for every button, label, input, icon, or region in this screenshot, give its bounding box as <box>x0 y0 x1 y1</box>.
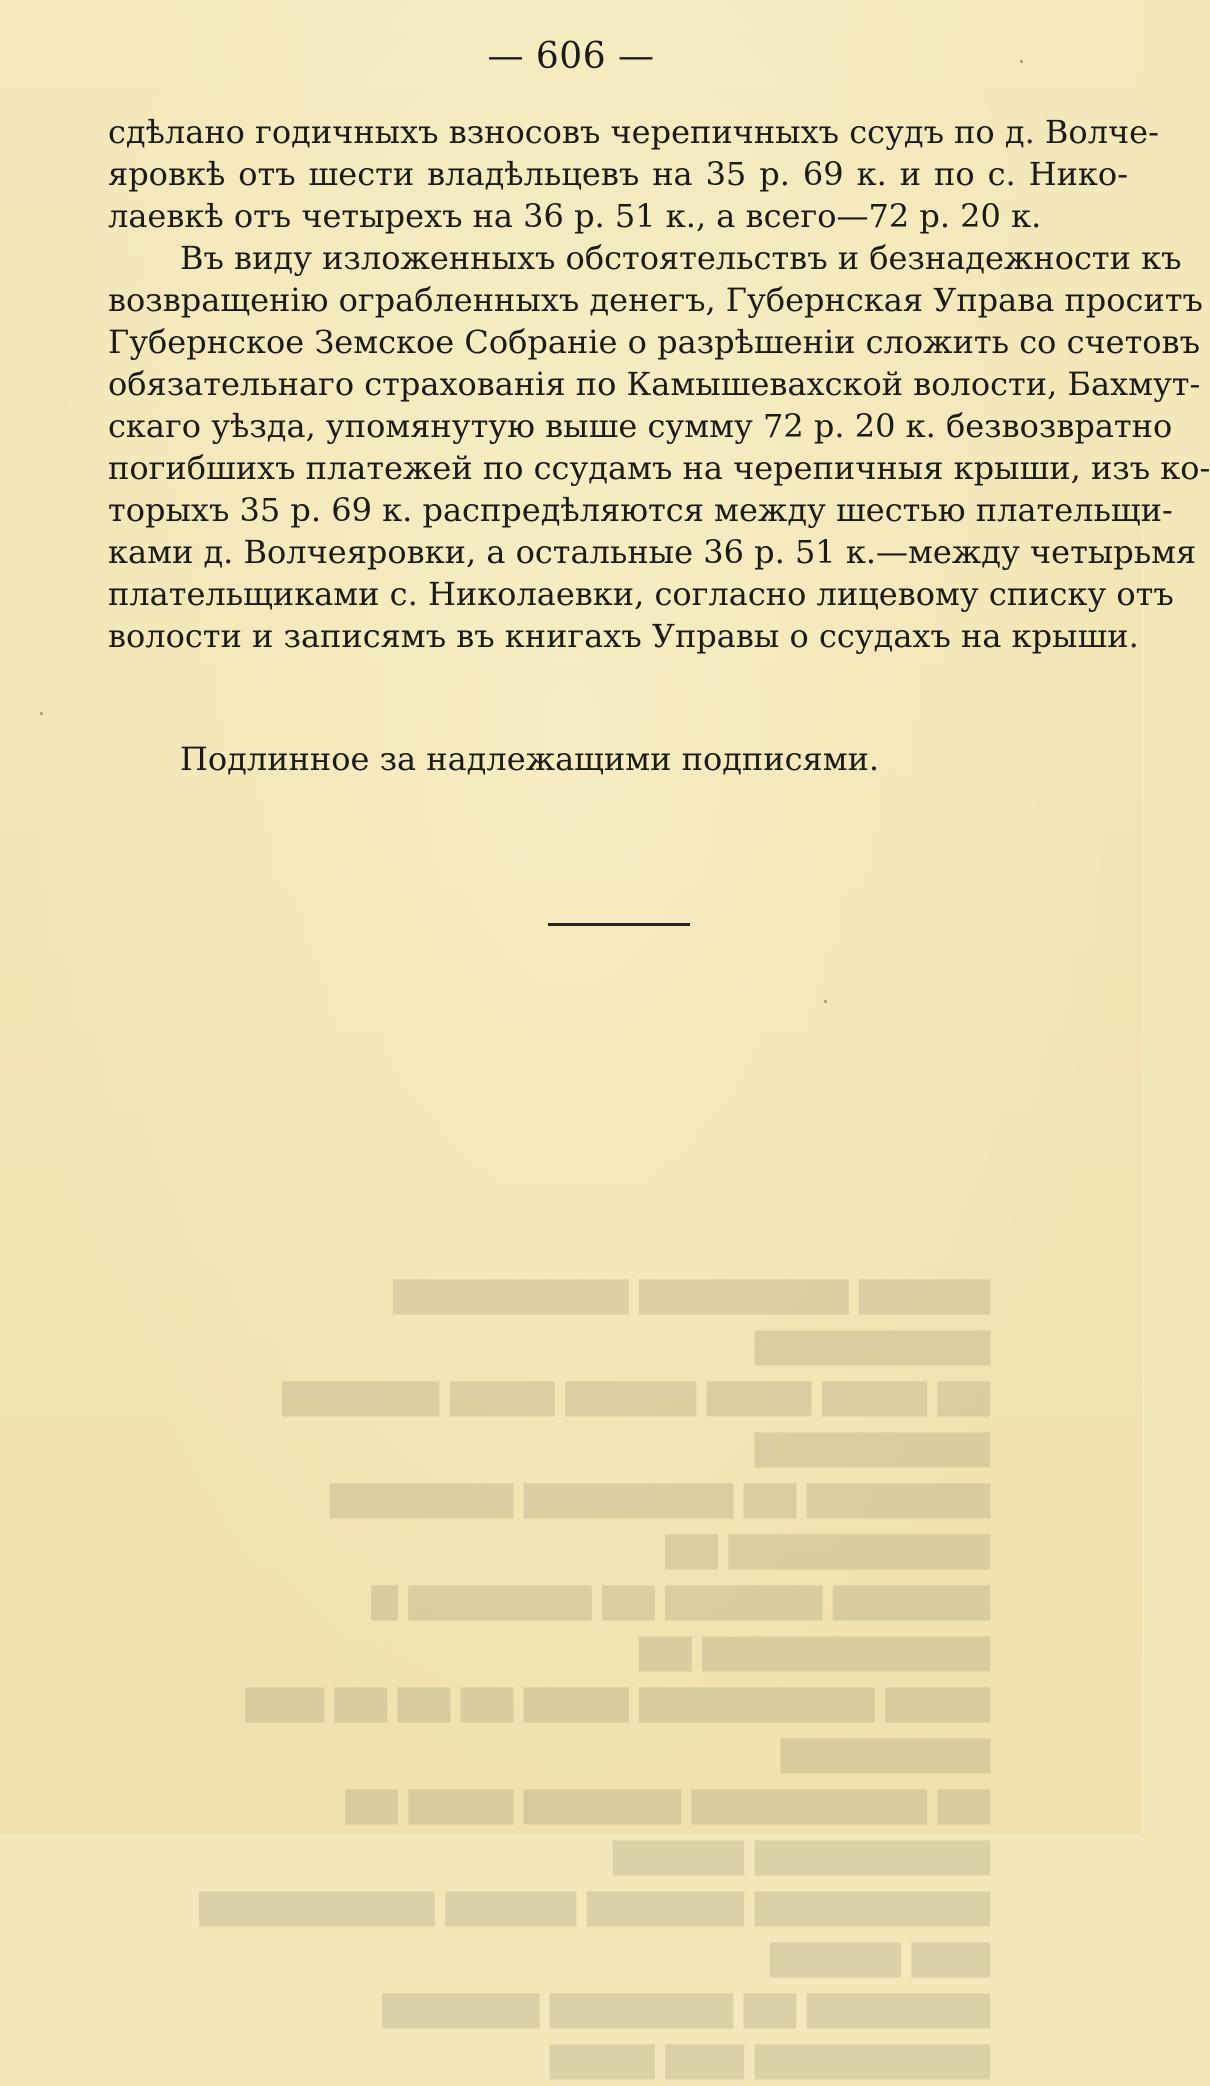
reverse-side-show-through: ▇▇▇▇▇ ▇▇▇▇▇▇▇▇ ▇▇▇▇▇▇▇▇▇ ▇▇▇▇▇▇▇▇▇ ▇▇ ▇▇▇▇ ▇▇▇▇ ▇▇▇▇▇ ▇▇▇▇ ▇▇▇▇▇▇ ▇▇▇▇▇▇▇▇▇ ▇▇▇▇▇▇▇ ▇▇ ▇▇▇▇▇▇▇▇ ▇▇▇▇▇▇▇ ▇▇▇▇▇▇▇▇▇▇ ▇▇ ▇▇▇▇▇▇ ▇▇▇▇▇▇ ▇▇ ▇▇▇▇▇▇▇ ▇ ▇▇▇▇▇▇▇▇▇▇▇ ▇▇ ▇▇▇▇ ▇▇▇▇▇▇▇▇▇ ▇▇▇▇ ▇▇ ▇▇ ▇▇ ▇▇▇ ▇▇▇▇▇▇▇▇ ▇▇ ▇▇▇▇▇▇▇▇▇ ▇▇▇▇▇▇ ▇▇▇▇ ▇▇ ▇▇▇▇▇▇▇▇▇ ▇▇▇▇▇ ▇▇▇▇▇▇▇▇▇ ▇▇▇▇▇▇ ▇▇▇▇▇ ▇▇▇▇▇▇▇▇▇ ▇▇▇ ▇▇▇▇▇ ▇▇▇▇▇▇▇ ▇▇ ▇▇▇▇▇▇▇ ▇▇▇▇▇▇ ▇▇▇▇▇▇▇▇▇ ▇▇▇ ▇▇▇▇ <box>199 1275 990 2080</box>
text-line: ками д. Волчеяровки, а остальные 36 р. 51 к.—между четырьмя <box>108 533 1197 571</box>
text-line: волости и записямъ въ книгахъ Управы о ссудахъ на крыши. <box>108 617 1139 655</box>
text-line: яровкѣ отъ шести владѣльцевъ на 35 р. 69 к. и по с. Нико- <box>108 155 1128 193</box>
paper-speck <box>1020 60 1023 63</box>
text-line: торыхъ 35 р. 69 к. распредѣляются между шестью плательщи- <box>108 491 1173 529</box>
text-line: лаевкѣ отъ четырехъ на 36 р. 51 к., а всего—72 р. 20 к. <box>108 197 1042 235</box>
text-line: скаго уѣзда, упомянутую выше сумму 72 р. 20 к. безвозвратно <box>108 407 1173 445</box>
text-line: Губернское Земское Собраніе о разрѣшеніи сложить со счетовъ <box>108 323 1200 361</box>
text-line: Въ виду изложенныхъ обстоятельствъ и безнадежности къ <box>180 239 1182 277</box>
main-text-block <box>108 111 1210 657</box>
text-line: сдѣлано годичныхъ взносовъ черепичныхъ ссудъ по д. Волче- <box>108 113 1159 151</box>
text-line: погибшихъ платежей по ссудамъ на черепичныя крыши, изъ ко- <box>108 449 1210 487</box>
text-line: плательщиками с. Николаевки, согласно лицевому списку отъ <box>108 575 1174 613</box>
end-rule-divider <box>548 923 690 926</box>
text-line: обязательнаго страхованія по Камышевахской волости, Бахмут- <box>108 365 1201 403</box>
paper-speck <box>40 712 43 715</box>
signature-note: Подлинное за надлежащими подписями. <box>180 740 880 778</box>
paper-speck <box>824 1000 827 1003</box>
page-number: — 606 — <box>487 36 655 77</box>
text-line: возвращенію ограбленныхъ денегъ, Губернская Управа проситъ <box>108 281 1203 319</box>
